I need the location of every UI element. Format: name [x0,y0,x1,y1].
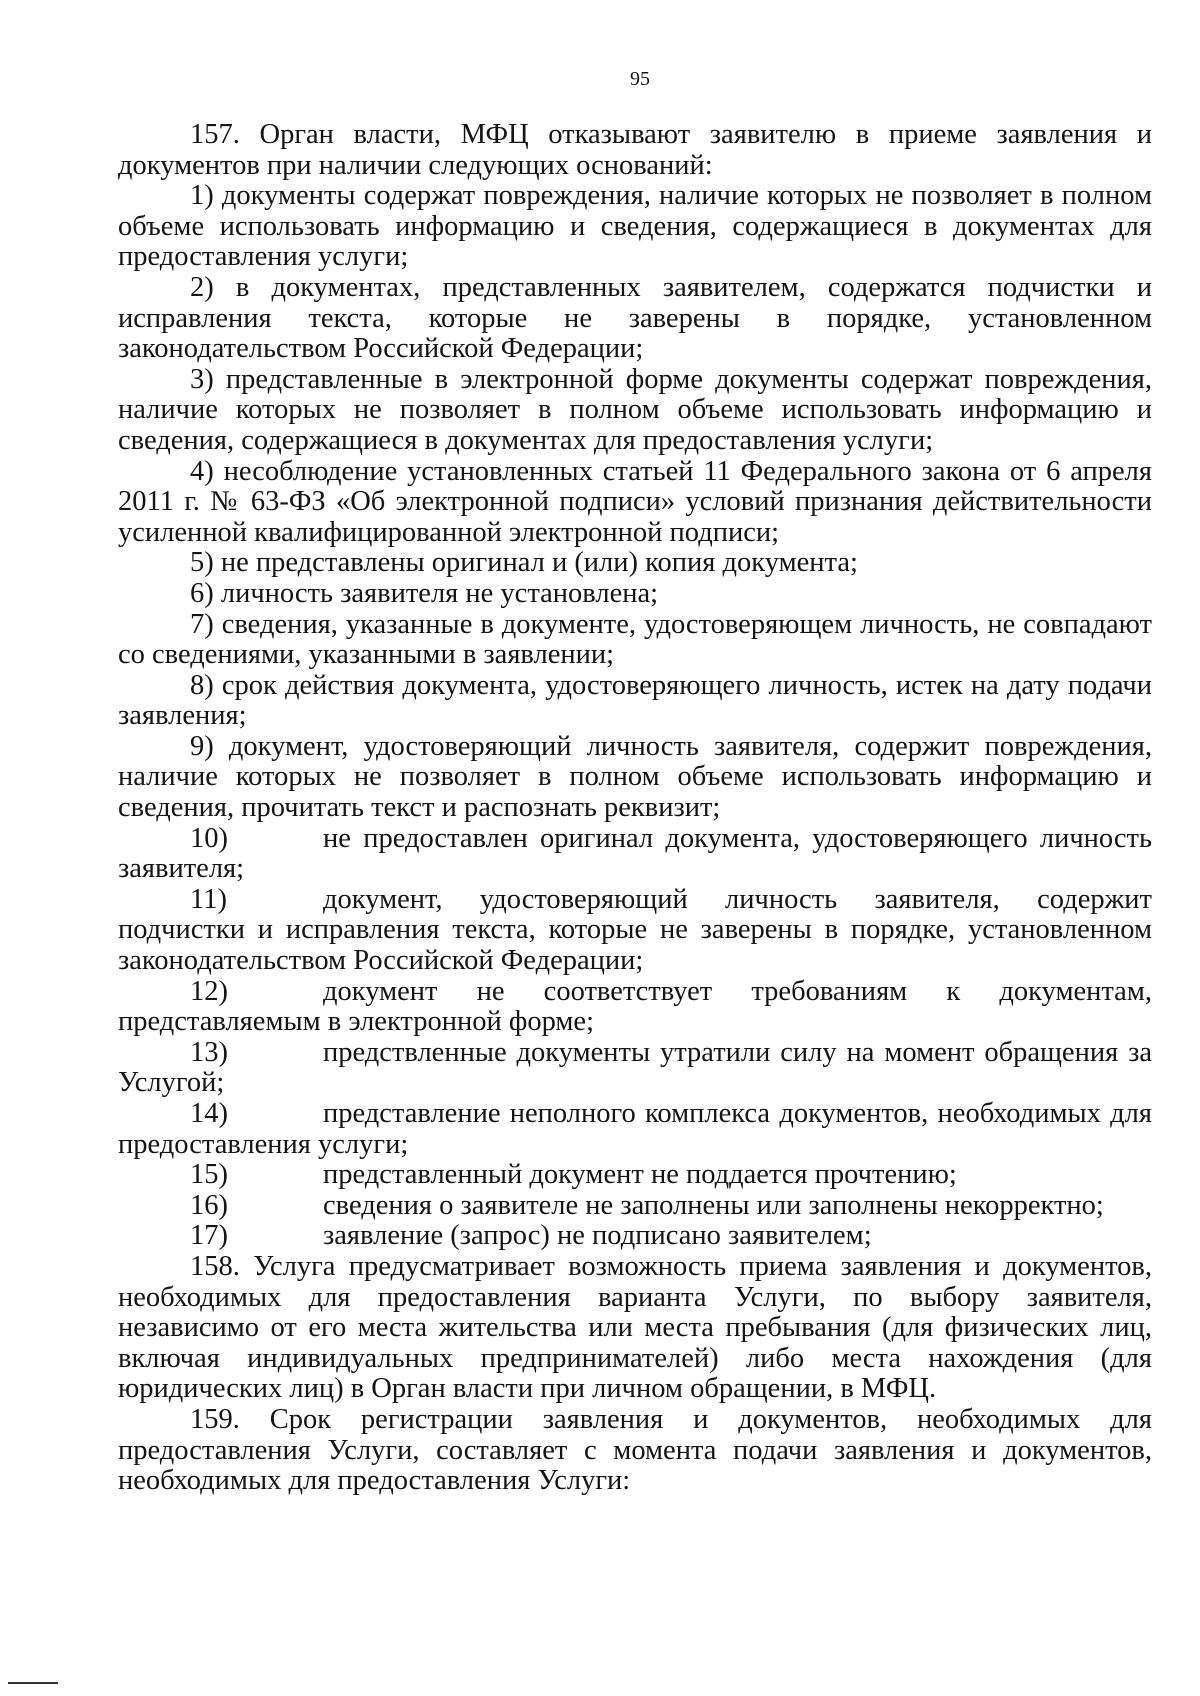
list-text: документ, удостоверяющий личность заявителя, содержит подчистки и исправления текста, которые не заверены в порядке, установленном законодательством Российской Федерации; [118,883,1152,977]
list-item-5: 5) не представлены оригинал и (или) копия документа; [190,547,858,579]
list-number: 16) [190,1189,228,1221]
list-item-16 [118,1191,1152,1222]
list-item-8: 8) срок действия документа, удостоверяющего личность, истек на дату подачи заявления; [118,669,1152,732]
page-number: 95 [630,68,650,90]
list-number: 13) [190,1036,228,1068]
list-item-15 [118,1160,1152,1191]
list-item-14 [118,1099,1152,1160]
document-body [118,120,1152,1497]
list-text: представление неполного комплекса документов, необходимых для предоставления услуги; [118,1098,1152,1160]
list-item-10 [118,824,1152,885]
list-number: 10) [190,822,228,854]
list-number: 14) [190,1098,228,1129]
list-text: заявление (запрос) не подписано заявителем; [323,1220,872,1252]
paragraph-157: 157. Орган власти, МФЦ отказывают заявителю в приеме заявления и документов при наличии следующих оснований: [118,119,1152,181]
list-item-13 [118,1038,1152,1099]
list-item-11 [118,885,1152,977]
list-item-9: 9) документ, удостоверяющий личность заявителя, содержит повреждения, наличие которых не позволяет в полном объеме использовать информацию и сведения, прочитать текст и распознать реквизит; [118,730,1152,824]
scan-edge-mark [8,1682,58,1684]
list-item-6: 6) личность заявителя не установлена; [190,577,659,609]
paragraph-158: 158. Услуга предусматривает возможность приема заявления и документов, необходимых для предоставления варианта Услуги, по выбору заявителя, независимо от его места жительства или места пребывания (для физических лиц, включая индивидуальных предпринимателей) либо места нахождения (для юридических лиц) в Орган власти при личном обращении, в МФЦ. [118,1250,1152,1405]
list-number: 17) [190,1220,228,1252]
list-item-12 [118,977,1152,1038]
list-number: 15) [190,1159,228,1191]
list-text: не предоставлен оригинал документа, удостоверяющего личность заявителя; [118,822,1152,885]
list-number: 12) [190,975,228,1007]
list-number: 11) [190,883,227,915]
list-text: предствленные документы утратили силу на момент обращения за Услугой; [118,1036,1152,1099]
list-item-3: 3) представленные в электронной форме документы содержат повреждения, наличие которых не позволяет в полном объеме использовать информацию и сведения, содержащиеся в документах для предоставления услуги; [118,363,1152,456]
paragraph-159: 159. Срок регистрации заявления и документов, необходимых для предоставления Услуги, составляет с момента подачи заявления и документов, необходимых для предоставления Услуги: [118,1403,1152,1497]
list-item-7: 7) сведения, указанные в документе, удостоверяющем личность, не совпадают со сведениями, указанными в заявлении; [118,608,1152,671]
list-text: представленный документ не поддается прочтению; [323,1159,957,1191]
list-text: документ не соответствует требованиям к документам, представляемым в электронной форме; [118,975,1152,1038]
list-item-17 [118,1221,1152,1252]
list-item-4: 4) несоблюдение установленных статьей 11 Федерального закона от 6 апреля 2011 г. № 63-ФЗ «Об электронной подписи» условий признания действительности усиленной квалифицированной электронной подписи; [118,455,1152,548]
list-item-2: 2) в документах, представленных заявителем, содержатся подчистки и исправления текста, которые не заверены в порядке, установленном законодательством Российской Федерации; [118,271,1152,365]
list-text: сведения о заявителе не заполнены или заполнены некорректно; [323,1189,1104,1221]
list-item-1: 1) документы содержат повреждения, наличие которых не позволяет в полном объеме использовать информацию и сведения, содержащиеся в документах для предоставления услуги; [118,180,1152,273]
